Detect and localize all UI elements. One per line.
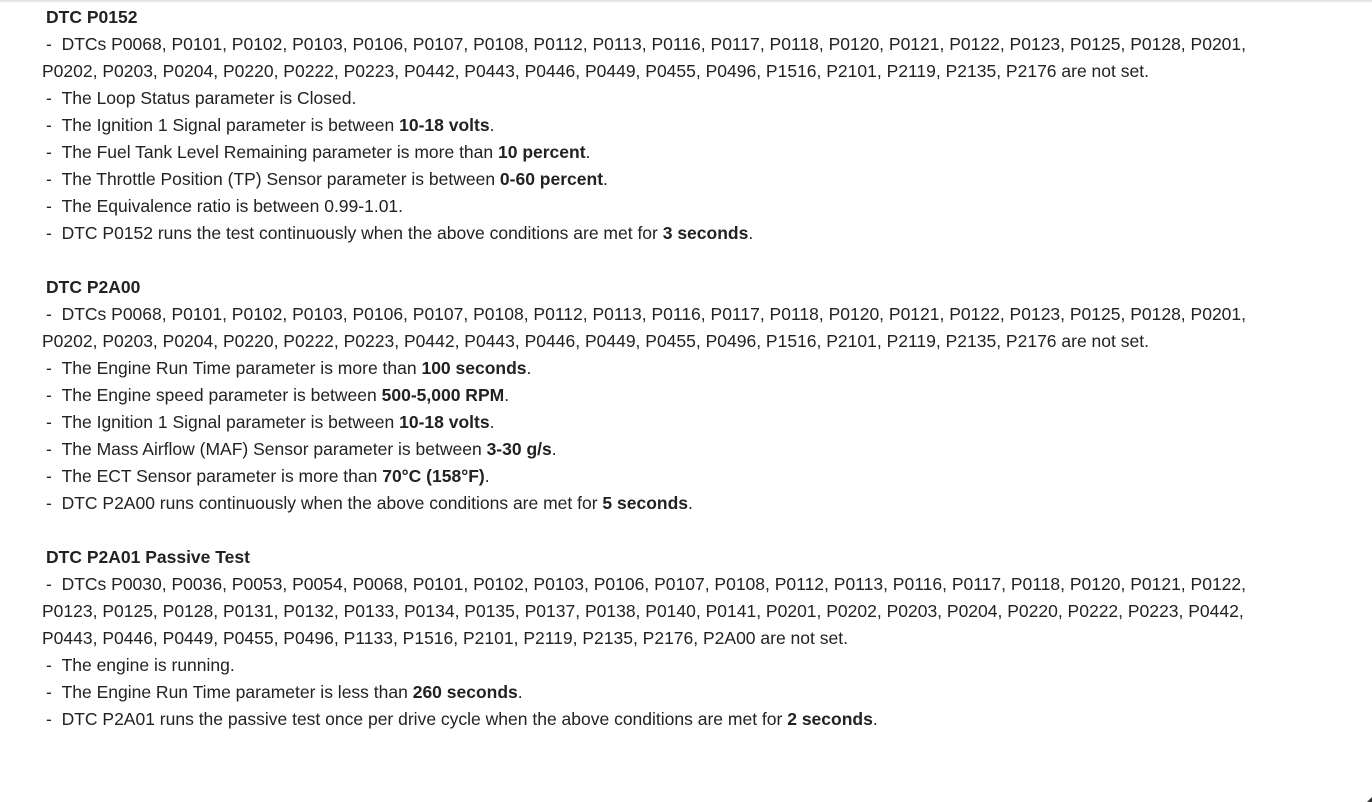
condition-value: 3 seconds bbox=[662, 223, 749, 243]
condition-text: The Fuel Tank Level Remaining parameter is more than bbox=[61, 142, 498, 162]
condition-text-end: . bbox=[603, 169, 608, 189]
condition-value: 10 percent bbox=[498, 142, 586, 162]
condition-value: 10-18 volts bbox=[399, 115, 490, 135]
condition-value: 260 seconds bbox=[412, 682, 518, 702]
bullet-dash: - bbox=[46, 682, 62, 702]
condition-item bbox=[42, 112, 1282, 139]
section-heading: DTC P0152 bbox=[46, 7, 138, 27]
bullet-dash: - bbox=[46, 412, 62, 432]
condition-text-end: . bbox=[872, 709, 878, 729]
bullet-dash: - bbox=[46, 88, 62, 108]
condition-text: DTC P2A01 runs the passive test once per drive cycle when the above conditions are met for bbox=[61, 709, 788, 729]
bullet-dash: - bbox=[46, 196, 62, 216]
bullet-dash: - bbox=[46, 169, 62, 189]
condition-value: 3-30 g/s bbox=[486, 439, 552, 459]
condition-text: The Ignition 1 Signal parameter is between bbox=[61, 412, 400, 432]
condition-value: 70°C (158°F) bbox=[382, 466, 485, 486]
condition-text: DTCs P0068, P0101, P0102, P0103, P0106, P0107, P0108, P0112, P0113, P0116, P0117, P0118, P0120, P0121, P0122, P0123, P0125, P0128, P0201, P0202, P0203, P0204, P0220, P0222, P0223, P0442, P0443, P0446, P0449, P0455, P0496, P1516, P2101, P2119, P2135, P2176 are not set. bbox=[42, 34, 1246, 81]
section-heading: DTC P2A01 Passive Test bbox=[46, 547, 250, 567]
condition-text-end: . bbox=[489, 412, 495, 432]
condition-text: The Mass Airflow (MAF) Sensor parameter is between bbox=[61, 439, 487, 459]
condition-text-end: . bbox=[484, 466, 490, 486]
condition-text: DTCs P0068, P0101, P0102, P0103, P0106, P0107, P0108, P0112, P0113, P0116, P0117, P0118, P0120, P0121, P0122, P0123, P0125, P0128, P0201, P0202, P0203, P0204, P0220, P0222, P0223, P0442, P0443, P0446, P0449, P0455, P0496, P1516, P2101, P2119, P2135, P2176 are not set. bbox=[42, 304, 1246, 351]
condition-text-end: . bbox=[748, 223, 754, 243]
condition-item bbox=[42, 355, 1282, 382]
bullet-dash: - bbox=[46, 439, 62, 459]
section-dtc-p2a00 bbox=[42, 274, 1282, 517]
condition-item bbox=[42, 706, 1282, 733]
condition-item bbox=[42, 193, 1282, 220]
condition-text-end: . bbox=[489, 115, 495, 135]
document-body bbox=[42, 4, 1282, 733]
condition-text: The Ignition 1 Signal parameter is between bbox=[61, 115, 400, 135]
condition-item bbox=[42, 409, 1282, 436]
section-dtc-p2a01-passive-test bbox=[42, 544, 1282, 733]
condition-item bbox=[42, 220, 1282, 247]
condition-value: 5 seconds bbox=[602, 493, 689, 513]
bullet-dash: - bbox=[46, 574, 62, 594]
bullet-dash: - bbox=[46, 493, 62, 513]
condition-text-end: . bbox=[504, 385, 510, 405]
bullet-dash: - bbox=[46, 655, 62, 675]
bullet-dash: - bbox=[46, 466, 62, 486]
condition-value: 10-18 volts bbox=[399, 412, 490, 432]
condition-text: The Engine speed parameter is between bbox=[61, 385, 382, 405]
bullet-dash: - bbox=[46, 34, 62, 54]
bullet-dash: - bbox=[46, 304, 62, 324]
bullet-dash: - bbox=[46, 385, 62, 405]
condition-item bbox=[42, 166, 1282, 193]
bullet-dash: - bbox=[46, 142, 62, 162]
condition-text: The ECT Sensor parameter is more than bbox=[61, 466, 383, 486]
condition-text-end: . bbox=[688, 493, 693, 513]
condition-value: 100 seconds bbox=[421, 358, 527, 378]
condition-text: DTC P2A00 runs continuously when the above conditions are met for bbox=[61, 493, 603, 513]
condition-text: DTC P0152 runs the test continuously when the above conditions are met for bbox=[61, 223, 663, 243]
condition-item bbox=[42, 382, 1282, 409]
condition-item bbox=[42, 652, 1282, 679]
bullet-dash: - bbox=[46, 115, 62, 135]
condition-item bbox=[42, 679, 1282, 706]
bullet-dash: - bbox=[46, 358, 62, 378]
condition-text-end: . bbox=[585, 142, 591, 162]
condition-text: DTCs P0030, P0036, P0053, P0054, P0068, P0101, P0102, P0103, P0106, P0107, P0108, P0112, P0113, P0116, P0117, P0118, P0120, P0121, P0122, P0123, P0125, P0128, P0131, P0132, P0133, P0134, P0135, P0137, P0138, P0140, P0141, P0201, P0202, P0203, P0204, P0220, P0222, P0223, P0442, P0443, P0446, P0449, P0455, P0496, P1133, P1516, P2101, P2119, P2135, P2176, P2A00 are not set. bbox=[42, 574, 1246, 648]
condition-value: 0-60 percent bbox=[499, 169, 604, 189]
condition-text: The Throttle Position (TP) Sensor parameter is between bbox=[61, 169, 500, 189]
bullet-dash: - bbox=[46, 709, 62, 729]
condition-item bbox=[42, 301, 1282, 355]
section-heading: DTC P2A00 bbox=[46, 277, 141, 297]
condition-value: 2 seconds bbox=[787, 709, 873, 729]
condition-item bbox=[42, 139, 1282, 166]
condition-text-end: . bbox=[526, 358, 532, 378]
condition-text: The Equivalence ratio is between 0.99-1.01. bbox=[61, 196, 404, 216]
condition-item bbox=[42, 31, 1282, 85]
condition-item bbox=[42, 490, 1282, 517]
condition-text-end: . bbox=[551, 439, 557, 459]
condition-item bbox=[42, 436, 1282, 463]
condition-item bbox=[42, 463, 1282, 490]
condition-item bbox=[42, 571, 1282, 652]
condition-text-end: . bbox=[517, 682, 523, 702]
bullet-dash: - bbox=[46, 223, 62, 243]
resize-corner-icon[interactable] bbox=[1367, 797, 1372, 802]
condition-text: The Engine Run Time parameter is more than bbox=[61, 358, 422, 378]
condition-text: The Engine Run Time parameter is less than bbox=[61, 682, 413, 702]
top-edge-shadow bbox=[0, 0, 1372, 3]
condition-text: The Loop Status parameter is Closed. bbox=[61, 88, 357, 108]
section-dtc-p0152 bbox=[42, 4, 1282, 247]
condition-value: 500-5,000 RPM bbox=[381, 385, 505, 405]
condition-item bbox=[42, 85, 1282, 112]
condition-text: The engine is running. bbox=[61, 655, 235, 675]
